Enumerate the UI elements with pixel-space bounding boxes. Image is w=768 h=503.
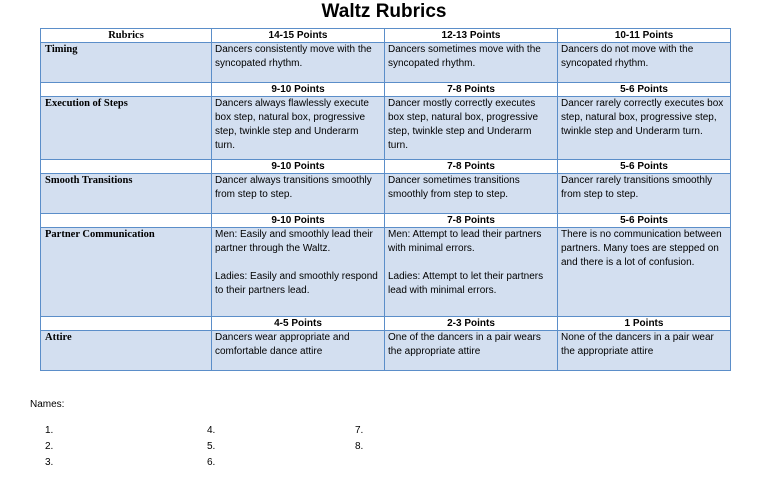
name-number: 7. <box>355 425 364 436</box>
description-text: Dancers do not move with the syncopated rhythm. <box>561 44 694 69</box>
points-label: 7-8 Points <box>385 160 558 174</box>
criterion-row <box>41 331 731 371</box>
empty-header-cell <box>41 83 212 97</box>
criterion-description <box>212 43 385 83</box>
name-number: 2. <box>45 441 54 452</box>
criterion-description <box>212 228 385 317</box>
description-text: Ladies: Attempt to let their partners lead with minimal errors. <box>388 271 544 296</box>
criterion-label: Smooth Transitions <box>41 174 212 214</box>
criterion-description <box>558 331 731 371</box>
description-text: Dancer rarely transitions smoothly from step to step. <box>561 175 713 200</box>
criterion-row <box>41 228 731 317</box>
criterion-description <box>212 174 385 214</box>
description-text: Dancers wear appropriate and comfortable dance attire <box>215 332 350 357</box>
criterion-description <box>385 174 558 214</box>
points-label: 9-10 Points <box>212 83 385 97</box>
points-header-row <box>41 160 731 174</box>
description-text: Dancer sometimes transitions smoothly from step to step. <box>388 175 520 200</box>
points-label: 10-11 Points <box>558 29 731 43</box>
points-label: 5-6 Points <box>558 214 731 228</box>
criterion-label: Execution of Steps <box>41 97 212 160</box>
name-number: 6. <box>207 457 216 468</box>
points-header-row <box>41 29 731 43</box>
empty-header-cell <box>41 317 212 331</box>
criterion-description <box>212 97 385 160</box>
empty-header-cell <box>41 214 212 228</box>
description-text: Ladies: Easily and smoothly respond to their partners lead. <box>215 271 378 296</box>
name-number: 3. <box>45 457 54 468</box>
criterion-description <box>558 97 731 160</box>
criterion-label: Timing <box>41 43 212 83</box>
points-label: 7-8 Points <box>385 83 558 97</box>
points-label: 9-10 Points <box>212 160 385 174</box>
rubric-table <box>40 28 731 371</box>
description-text: Men: Easily and smoothly lead their partner through the Waltz. <box>215 229 373 254</box>
description-text: Dancers always flawlessly execute box step, natural box, progressive step, twinkle step and Underarm turn. <box>215 98 369 151</box>
name-number: 1. <box>45 425 54 436</box>
points-label: 2-3 Points <box>385 317 558 331</box>
points-label: 12-13 Points <box>385 29 558 43</box>
criterion-description <box>385 228 558 317</box>
criterion-row <box>41 174 731 214</box>
name-number: 8. <box>355 441 364 452</box>
names-label: Names: <box>30 399 65 410</box>
points-label: 14-15 Points <box>212 29 385 43</box>
points-header-row <box>41 83 731 97</box>
description-text: Dancer always transitions smoothly from step to step. <box>215 175 372 200</box>
points-label: 5-6 Points <box>558 83 731 97</box>
description-text: Men: Attempt to lead their partners with minimal errors. <box>388 229 542 254</box>
description-text: Dancers sometimes move with the syncopated rhythm. <box>388 44 541 69</box>
criterion-description <box>558 228 731 317</box>
description-text: None of the dancers in a pair wear the appropriate attire <box>561 332 714 357</box>
criterion-description <box>385 97 558 160</box>
description-text: Dancer mostly correctly executes box step, natural box, progressive step, twinkle step and Underarm turn. <box>388 98 539 151</box>
criterion-label: Attire <box>41 331 212 371</box>
rubrics-header: Rubrics <box>41 29 212 43</box>
points-header-row <box>41 317 731 331</box>
points-header-row <box>41 214 731 228</box>
points-label: 5-6 Points <box>558 160 731 174</box>
description-text: There is no communication between partners. Many toes are stepped on and there is a lot of confusion. <box>561 229 722 268</box>
name-number: 4. <box>207 425 216 436</box>
criterion-description <box>558 174 731 214</box>
criterion-description <box>385 331 558 371</box>
page-title: Waltz Rubrics <box>321 1 447 22</box>
criterion-label: Partner Communication <box>41 228 212 317</box>
points-label: 7-8 Points <box>385 214 558 228</box>
criterion-row <box>41 97 731 160</box>
description-text: Dancers consistently move with the syncopated rhythm. <box>215 44 372 69</box>
criterion-description <box>385 43 558 83</box>
empty-header-cell <box>41 160 212 174</box>
name-number: 5. <box>207 441 216 452</box>
description-text: Dancer rarely correctly executes box step, natural box, progressive step, twinkle step and Underarm turn. <box>561 98 724 137</box>
criterion-row <box>41 43 731 83</box>
points-label: 1 Points <box>558 317 731 331</box>
criterion-description <box>212 331 385 371</box>
points-label: 9-10 Points <box>212 214 385 228</box>
criterion-description <box>558 43 731 83</box>
description-text: One of the dancers in a pair wears the appropriate attire <box>388 332 541 357</box>
points-label: 4-5 Points <box>212 317 385 331</box>
